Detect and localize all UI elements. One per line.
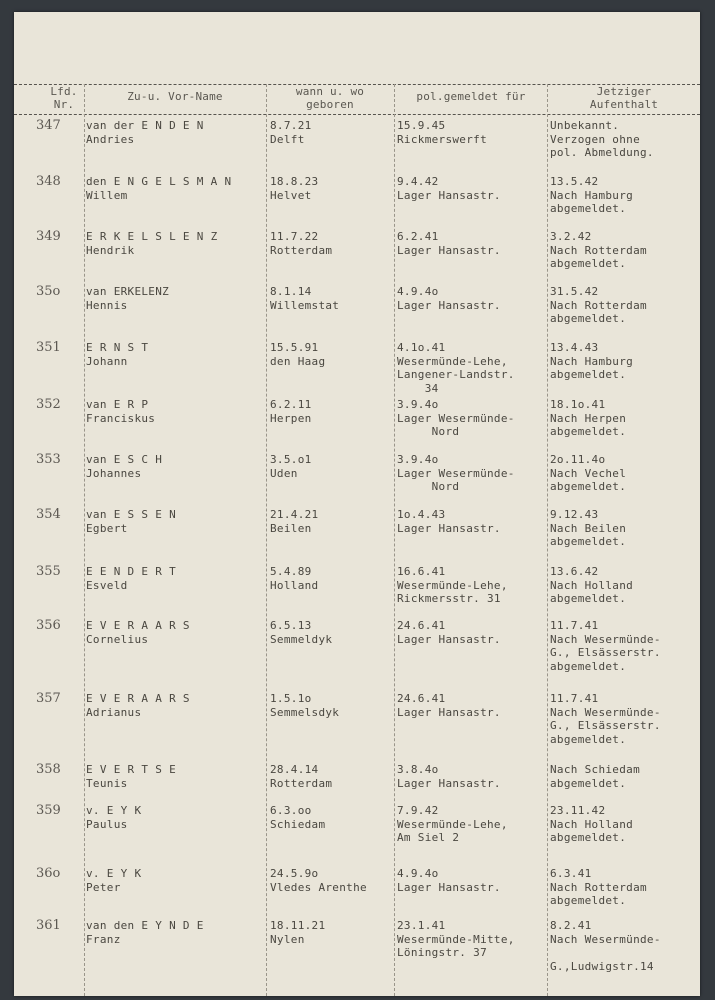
entry-number: 359 [36, 803, 61, 818]
entry-birth-place: Nylen [270, 932, 305, 946]
entry-location: 13.6.42 Nach Holland abgemeldet. [550, 565, 634, 605]
entry-birth [270, 692, 392, 719]
entry-location: 11.7.41 Nach Wesermünde- G., Elsässerstr. abgemeldet. [550, 619, 661, 673]
entry-birth-place: den Haag [270, 354, 326, 368]
entry-given-name: Teunis [86, 776, 128, 790]
entry-birth-date: 18.11.21 [270, 919, 326, 932]
entry-given-name: Hennis [86, 298, 128, 312]
column-divider-3 [394, 84, 395, 996]
entry-birth-date: 8.1.14 [270, 285, 312, 298]
entry-surname: E V E R T S E [86, 763, 176, 776]
entry-given-name: Peter [86, 880, 121, 894]
entry-surname: E E N D E R T [86, 565, 176, 578]
entry-birth-place: Rotterdam [270, 243, 333, 257]
entry-birth-date: 6.5.13 [270, 619, 312, 632]
entry-birth-date: 6.3.oo [270, 804, 312, 817]
entry-birth-date: 6.2.11 [270, 398, 312, 411]
entry-registered: 4.9.4o Lager Hansastr. [397, 867, 501, 894]
entry-surname: van E S S E N [86, 508, 176, 521]
entry-registered: 7.9.42 Wesermünde-Lehe, Am Siel 2 [397, 804, 508, 844]
entry-given-name: Franciskus [86, 411, 156, 425]
entry-name [86, 175, 264, 202]
entry-given-name: Esveld [86, 578, 128, 592]
entry-birth-place: Delft [270, 132, 305, 146]
entry-surname: van E R P [86, 398, 149, 411]
entry-number: 353 [36, 452, 61, 467]
entry-birth-place: Semmeldyk [270, 632, 333, 646]
entry-registered: 6.2.41 Lager Hansastr. [397, 230, 501, 257]
entry-name [86, 619, 264, 646]
entry-birth-place: Herpen [270, 411, 312, 425]
entry-surname: van der E N D E N [86, 119, 204, 132]
entry-name [86, 398, 264, 425]
entry-number: 352 [36, 397, 61, 412]
entry-name [86, 919, 264, 946]
column-divider-4 [547, 84, 548, 996]
register-page [14, 12, 700, 996]
entry-surname: E R K E L S L E N Z [86, 230, 218, 243]
entry-birth [270, 565, 392, 592]
entry-birth-place: Uden [270, 466, 298, 480]
entry-location: Nach Schiedam abgemeldet. [550, 763, 640, 790]
entry-registered: 1o.4.43 Lager Hansastr. [397, 508, 501, 535]
entry-location: Unbekannt. Verzogen ohne pol. Abmeldung. [550, 119, 654, 159]
entry-name [86, 285, 264, 312]
entry-birth [270, 230, 392, 257]
entry-given-name: Willem [86, 188, 128, 202]
entry-number: 36o [36, 866, 61, 881]
entry-registered: 24.6.41 Lager Hansastr. [397, 619, 501, 646]
entry-birth-date: 11.7.22 [270, 230, 319, 243]
header-registered: pol.gemeldet für [416, 90, 526, 103]
entry-location: 31.5.42 Nach Rotterdam abgemeldet. [550, 285, 647, 325]
entry-location: 11.7.41 Nach Wesermünde- G., Elsässerstr. abgemeldet. [550, 692, 661, 746]
entry-name [86, 867, 264, 894]
entry-number: 355 [36, 564, 61, 579]
entry-location: 18.1o.41 Nach Herpen abgemeldet. [550, 398, 627, 438]
entry-birth-place: Holland [270, 578, 319, 592]
entry-birth-date: 18.8.23 [270, 175, 319, 188]
entry-surname: van ERKELENZ [86, 285, 170, 298]
entry-given-name: Andries [86, 132, 135, 146]
entry-registered: 15.9.45 Rickmerswerft [397, 119, 487, 146]
entry-birth [270, 398, 392, 425]
entry-registered: 23.1.41 Wesermünde-Mitte, Löningstr. 37 [397, 919, 515, 959]
entry-birth-date: 8.7.21 [270, 119, 312, 132]
entry-registered: 4.1o.41 Wesermünde-Lehe, Langener-Landstr. 34 [397, 341, 515, 395]
entry-name [86, 341, 264, 368]
entry-birth [270, 867, 392, 894]
entry-number: 351 [36, 340, 61, 355]
header-name: Zu-u. Vor-Name [127, 90, 223, 103]
column-divider-2 [266, 84, 267, 996]
entry-birth [270, 453, 392, 480]
entry-name [86, 692, 264, 719]
entry-surname: v. E Y K [86, 804, 142, 817]
entry-location: 23.11.42 Nach Holland abgemeldet. [550, 804, 634, 844]
entry-location: 9.12.43 Nach Beilen abgemeldet. [550, 508, 627, 548]
entry-location: 2o.11.4o Nach Vechel abgemeldet. [550, 453, 627, 493]
entry-registered: 4.9.4o Lager Hansastr. [397, 285, 501, 312]
entry-birth-date: 24.5.9o [270, 867, 319, 880]
entry-given-name: Johannes [86, 466, 142, 480]
entry-given-name: Franz [86, 932, 121, 946]
entry-name [86, 804, 264, 831]
entry-registered: 3.9.4o Lager Wesermünde- Nord [397, 453, 515, 493]
entry-number: 361 [36, 918, 61, 933]
entry-birth-date: 1.5.1o [270, 692, 312, 705]
entry-surname: den E N G E L S M A N [86, 175, 232, 188]
entry-birth-place: Semmelsdyk [270, 705, 340, 719]
entry-birth [270, 508, 392, 535]
entry-birth-date: 28.4.14 [270, 763, 319, 776]
entry-birth-date: 21.4.21 [270, 508, 319, 521]
entry-birth [270, 804, 392, 831]
entry-birth [270, 619, 392, 646]
entry-registered: 24.6.41 Lager Hansastr. [397, 692, 501, 719]
entry-birth-place: Vledes Arenthe [270, 880, 367, 894]
entry-surname: E V E R A A R S [86, 619, 190, 632]
entry-location: 13.5.42 Nach Hamburg abgemeldet. [550, 175, 634, 215]
entry-number: 348 [36, 174, 61, 189]
entry-name [86, 565, 264, 592]
entry-name [86, 508, 264, 535]
entry-location: 13.4.43 Nach Hamburg abgemeldet. [550, 341, 634, 381]
entry-given-name: Paulus [86, 817, 128, 831]
entry-birth [270, 919, 392, 946]
entry-birth-place: Helvet [270, 188, 312, 202]
entry-given-name: Cornelius [86, 632, 149, 646]
entry-birth [270, 119, 392, 146]
entry-registered: 9.4.42 Lager Hansastr. [397, 175, 501, 202]
entry-number: 357 [36, 691, 61, 706]
entry-registered: 3.8.4o Lager Hansastr. [397, 763, 501, 790]
header-location: Jetziger Aufenthalt [589, 85, 659, 111]
entry-birth [270, 341, 392, 368]
entry-number: 35o [36, 284, 61, 299]
entry-location: 8.2.41 Nach Wesermünde- G.,Ludwigstr.14 [550, 919, 661, 973]
entry-birth-place: Beilen [270, 521, 312, 535]
entry-birth-place: Rotterdam [270, 776, 333, 790]
entry-given-name: Egbert [86, 521, 128, 535]
entry-surname: E R N S T [86, 341, 149, 354]
entry-surname: van E S C H [86, 453, 163, 466]
entry-number: 354 [36, 507, 61, 522]
header-lfd-nr: Lfd. Nr. [50, 85, 78, 111]
entry-surname: E V E R A A R S [86, 692, 190, 705]
entry-given-name: Johann [86, 354, 128, 368]
entry-number: 356 [36, 618, 61, 633]
entry-registered: 16.6.41 Wesermünde-Lehe, Rickmersstr. 31 [397, 565, 508, 605]
entry-name [86, 119, 264, 146]
header-birth: wann u. wo geboren [295, 85, 365, 111]
entry-birth [270, 763, 392, 790]
entry-birth-date: 3.5.o1 [270, 453, 312, 466]
entry-birth-place: Willemstat [270, 298, 340, 312]
column-divider-1 [84, 84, 85, 996]
entry-name [86, 763, 264, 790]
entry-birth [270, 285, 392, 312]
entry-location: 6.3.41 Nach Rotterdam abgemeldet. [550, 867, 647, 907]
entry-name [86, 230, 264, 257]
entry-number: 347 [36, 118, 61, 133]
entry-given-name: Adrianus [86, 705, 142, 719]
entry-surname: van den E Y N D E [86, 919, 204, 932]
entry-birth-date: 15.5.91 [270, 341, 319, 354]
entry-birth [270, 175, 392, 202]
entry-number: 358 [36, 762, 61, 777]
entry-birth-place: Schiedam [270, 817, 326, 831]
entry-number: 349 [36, 229, 61, 244]
entry-birth-date: 5.4.89 [270, 565, 312, 578]
entry-name [86, 453, 264, 480]
entry-registered: 3.9.4o Lager Wesermünde- Nord [397, 398, 515, 438]
entry-given-name: Hendrik [86, 243, 135, 257]
entry-location: 3.2.42 Nach Rotterdam abgemeldet. [550, 230, 647, 270]
entry-surname: v. E Y K [86, 867, 142, 880]
